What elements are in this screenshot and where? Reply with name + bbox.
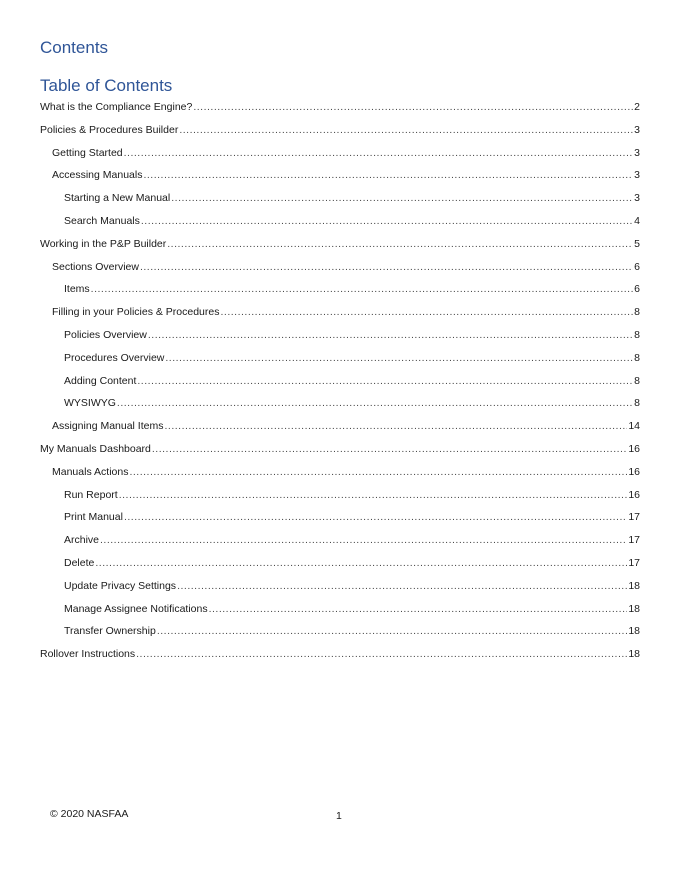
toc-entry-title[interactable]: Starting a New Manual	[64, 192, 171, 205]
toc-entry[interactable]	[40, 575, 640, 598]
toc-entry-title[interactable]: My Manuals Dashboard	[40, 442, 151, 455]
toc-entry-page[interactable]: 8	[634, 374, 640, 387]
toc-entry[interactable]	[40, 598, 640, 621]
toc-dot-leader	[95, 552, 627, 575]
toc-entry-title[interactable]: Assigning Manual Items	[52, 420, 164, 433]
toc-entry-page[interactable]: 3	[634, 192, 640, 205]
toc-entry-page[interactable]: 17	[628, 534, 640, 547]
toc-entry-page[interactable]: 8	[634, 397, 640, 410]
toc-dot-leader	[137, 370, 633, 393]
toc-dot-leader	[117, 392, 633, 415]
toc-dot-leader	[152, 438, 627, 461]
toc-entry[interactable]	[40, 164, 640, 187]
toc-heading: Table of Contents	[40, 76, 173, 95]
table-of-contents	[40, 96, 640, 666]
toc-dot-leader	[148, 324, 633, 347]
toc-entry-title[interactable]: Manuals Actions	[52, 465, 129, 478]
toc-entry-page[interactable]: 17	[628, 511, 640, 524]
toc-entry[interactable]	[40, 233, 640, 256]
toc-entry-page[interactable]: 3	[634, 146, 640, 159]
toc-entry[interactable]	[40, 119, 640, 142]
toc-dot-leader	[179, 119, 633, 142]
toc-entry-page[interactable]: 2	[634, 101, 640, 113]
toc-entry-page[interactable]: 16	[628, 488, 640, 501]
toc-entry-page[interactable]: 18	[628, 625, 640, 638]
toc-entry-page[interactable]: 8	[634, 351, 640, 364]
toc-entry-page[interactable]: 18	[628, 602, 640, 615]
toc-entry[interactable]	[40, 438, 640, 461]
toc-entry[interactable]	[40, 347, 640, 370]
toc-entry-page[interactable]: 8	[634, 306, 640, 319]
toc-entry-title[interactable]: Accessing Manuals	[52, 169, 143, 182]
toc-entry-title[interactable]: Policies Overview	[64, 328, 147, 341]
toc-entry-page[interactable]: 3	[634, 169, 640, 182]
toc-entry-title[interactable]: Rollover Instructions	[40, 648, 136, 661]
toc-entry[interactable]	[40, 187, 640, 210]
toc-entry-title[interactable]: Adding Content	[64, 374, 137, 387]
toc-entry[interactable]	[40, 484, 640, 507]
toc-entry[interactable]	[40, 142, 640, 165]
toc-entry-title[interactable]: Working in the P&P Builder	[40, 237, 167, 250]
toc-entry-page[interactable]: 16	[628, 465, 640, 478]
toc-entry-page[interactable]: 18	[628, 648, 640, 661]
contents-heading: Contents	[40, 38, 109, 57]
toc-dot-leader	[167, 233, 633, 256]
toc-entry[interactable]	[40, 620, 640, 643]
toc-dot-leader	[209, 598, 628, 621]
toc-entry[interactable]	[40, 324, 640, 347]
toc-entry-title[interactable]: Transfer Ownership	[64, 625, 156, 638]
toc-dot-leader	[140, 256, 633, 279]
footer-copyright: © 2020 NASFAA	[50, 808, 129, 820]
toc-dot-leader	[136, 643, 627, 666]
toc-dot-leader	[171, 187, 633, 210]
toc-dot-leader	[177, 575, 627, 598]
toc-entry-title[interactable]: Items	[64, 283, 90, 296]
toc-entry-title[interactable]: Policies & Procedures Builder	[40, 123, 179, 136]
toc-entry[interactable]	[40, 370, 640, 393]
toc-entry-title[interactable]: Update Privacy Settings	[64, 579, 177, 592]
toc-entry-title[interactable]: Delete	[64, 556, 95, 569]
toc-dot-leader	[129, 461, 627, 484]
toc-dot-leader	[164, 415, 627, 438]
toc-dot-leader	[141, 210, 633, 233]
toc-entry-page[interactable]: 14	[628, 420, 640, 433]
toc-entry-page[interactable]: 17	[628, 556, 640, 569]
toc-entry-title[interactable]: Sections Overview	[52, 260, 139, 273]
toc-entry-title[interactable]: What is the Compliance Engine?	[40, 101, 193, 113]
toc-entry[interactable]	[40, 529, 640, 552]
toc-entry-title[interactable]: Archive	[64, 534, 100, 547]
toc-entry[interactable]	[40, 461, 640, 484]
toc-entry-title[interactable]: WYSIWYG	[64, 397, 116, 410]
toc-entry[interactable]	[40, 643, 640, 666]
toc-entry[interactable]	[40, 552, 640, 575]
toc-dot-leader	[124, 142, 634, 165]
toc-entry[interactable]	[40, 278, 640, 301]
toc-entry-title[interactable]: Print Manual	[64, 511, 123, 524]
toc-entry-page[interactable]: 6	[634, 260, 640, 273]
toc-entry-page[interactable]: 18	[628, 579, 640, 592]
toc-entry-title[interactable]: Procedures Overview	[64, 351, 165, 364]
toc-entry-title[interactable]: Run Report	[64, 488, 118, 501]
toc-entry[interactable]	[40, 96, 640, 119]
toc-entry-title[interactable]: Getting Started	[52, 146, 123, 159]
toc-entry-page[interactable]: 5	[634, 237, 640, 250]
toc-dot-leader	[221, 301, 634, 324]
toc-dot-leader	[91, 278, 633, 301]
toc-entry-page[interactable]: 3	[634, 123, 640, 136]
toc-entry-title[interactable]: Manage Assignee Notifications	[64, 602, 208, 615]
toc-dot-leader	[165, 347, 633, 370]
toc-dot-leader	[124, 506, 627, 529]
toc-entry-page[interactable]: 6	[634, 283, 640, 296]
footer-page-number: 1	[336, 810, 342, 822]
toc-entry[interactable]	[40, 301, 640, 324]
toc-entry-page[interactable]: 16	[628, 442, 640, 455]
toc-entry-page[interactable]: 4	[634, 214, 640, 227]
toc-entry-title[interactable]: Search Manuals	[64, 214, 140, 227]
toc-entry[interactable]	[40, 256, 640, 279]
toc-dot-leader	[193, 96, 633, 119]
toc-entry-page[interactable]: 8	[634, 328, 640, 341]
toc-entry[interactable]	[40, 415, 640, 438]
toc-entry-title[interactable]: Filling in your Policies & Procedures	[52, 306, 220, 319]
toc-entry[interactable]	[40, 506, 640, 529]
toc-entry[interactable]	[40, 210, 640, 233]
toc-dot-leader	[157, 620, 628, 643]
toc-dot-leader	[119, 484, 628, 507]
toc-entry[interactable]	[40, 392, 640, 415]
toc-dot-leader	[100, 529, 627, 552]
toc-dot-leader	[143, 164, 633, 187]
